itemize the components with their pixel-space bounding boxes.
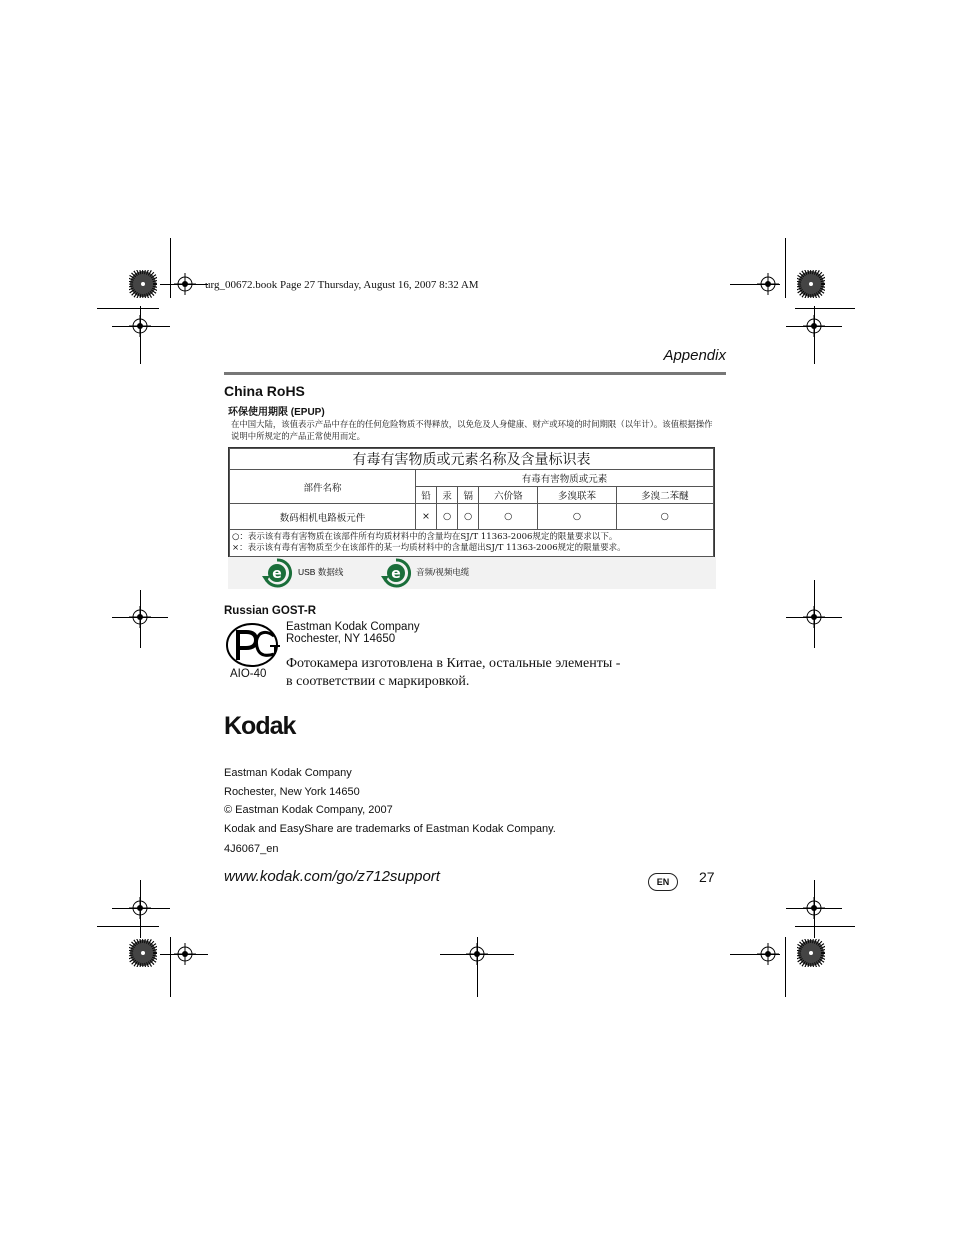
substance-value: ○ [538, 504, 616, 530]
substance-header: 汞 [437, 487, 458, 504]
company-line: Rochester, New York 14650 [224, 785, 360, 798]
registration-target-icon [174, 943, 196, 965]
note-line: ×：表示该有毒有害物质至少在该部件的某一均质材料中的含量超出SJ/T 11363-2006规定的限量要求。 [232, 543, 626, 553]
registration-target-icon [129, 897, 151, 919]
book-info: urg_00672.book Page 27 Thursday, August 16, 2007 8:32 AM [205, 279, 479, 291]
header-rule [224, 372, 726, 375]
company-line: Kodak and EasyShare are trademarks of Eastman Kodak Company. [224, 823, 556, 836]
company-name: Eastman Kodak Company [286, 621, 420, 633]
china-rohs-heading: China RoHS [224, 383, 305, 399]
svg-text:e: e [272, 566, 282, 582]
substance-header: 六价铬 [479, 487, 538, 504]
table-notes [230, 530, 714, 557]
section-title: Appendix [663, 347, 726, 364]
substance-value: ○ [616, 504, 713, 530]
substance-header: 铅 [416, 487, 437, 504]
russian-line: Фотокамера изготовлена в Китае, остальные элементы - [286, 656, 621, 671]
epup-e-logo-icon [379, 558, 413, 588]
gost-pc-mark-icon [226, 622, 282, 668]
company-line: © Eastman Kodak Company, 2007 [224, 804, 393, 817]
substance-value: × [416, 504, 437, 530]
registration-target-icon [466, 943, 488, 965]
registration-target-icon [803, 897, 825, 919]
starburst-target-icon [129, 270, 157, 298]
epup-title: 环保使用期限 (EPUP) [228, 407, 325, 418]
registration-target-icon [174, 273, 196, 295]
page-number: 27 [699, 869, 715, 885]
language-badge: EN [648, 873, 678, 891]
svg-text:e: e [391, 566, 401, 582]
epup-e-logo-icon [260, 558, 294, 588]
hazardous-substance-table [228, 447, 715, 558]
support-url-link[interactable]: www.kodak.com/go/z712support [224, 868, 440, 885]
document-number: 4J6067_en [224, 843, 279, 855]
russian-gost-heading: Russian GOST-R [224, 605, 317, 617]
part-name-header: 部件名称 [230, 470, 416, 504]
russian-statement [286, 655, 620, 691]
logo-label: USB 数据线 [298, 567, 344, 577]
note-line: ○：表示该有毒有害物质在该部件所有均质材料中的含量均在SJ/T 11363-2006规定的限量要求以下。 [232, 532, 618, 542]
substance-header: 多溴二苯醚 [616, 487, 713, 504]
table-row [230, 504, 714, 530]
russian-line: в соответствии с маркировкой. [286, 674, 470, 689]
company-city: Rochester, NY 14650 [286, 633, 396, 645]
substance-value: ○ [458, 504, 479, 530]
registration-target-icon [757, 943, 779, 965]
certificate-code: AIO-40 [230, 668, 267, 680]
company-line: Eastman Kodak Company [224, 767, 352, 779]
company-info [224, 764, 556, 839]
substance-group-header: 有毒有害物质或元素 [416, 470, 714, 487]
epup-logo-strip [228, 557, 716, 589]
epup-text: 在中国大陆，该值表示产品中存在的任何危险物质不得释放，以免危及人身健康、财产或环境的时间期限（以年计）。该值根据操作说明中所规定的产品正常使用而定。 [231, 419, 713, 441]
starburst-target-icon [797, 270, 825, 298]
registration-target-icon [757, 273, 779, 295]
substance-value: ○ [479, 504, 538, 530]
registration-target-icon [803, 606, 825, 628]
part-name: 数码相机电路板元件 [230, 504, 416, 530]
starburst-target-icon [797, 939, 825, 967]
registration-target-icon [803, 315, 825, 337]
russian-address [286, 621, 420, 645]
substance-value: ○ [437, 504, 458, 530]
substance-header: 多溴联苯 [538, 487, 616, 504]
table-title: 有毒有害物质或元素名称及含量标识表 [230, 449, 714, 470]
epup-section [228, 403, 716, 589]
registration-target-icon [129, 606, 151, 628]
logo-label: 音频/视频电缆 [416, 567, 470, 577]
starburst-target-icon [129, 939, 157, 967]
substance-header: 镉 [458, 487, 479, 504]
kodak-logo: Kodak [224, 712, 296, 740]
registration-target-icon [129, 315, 151, 337]
